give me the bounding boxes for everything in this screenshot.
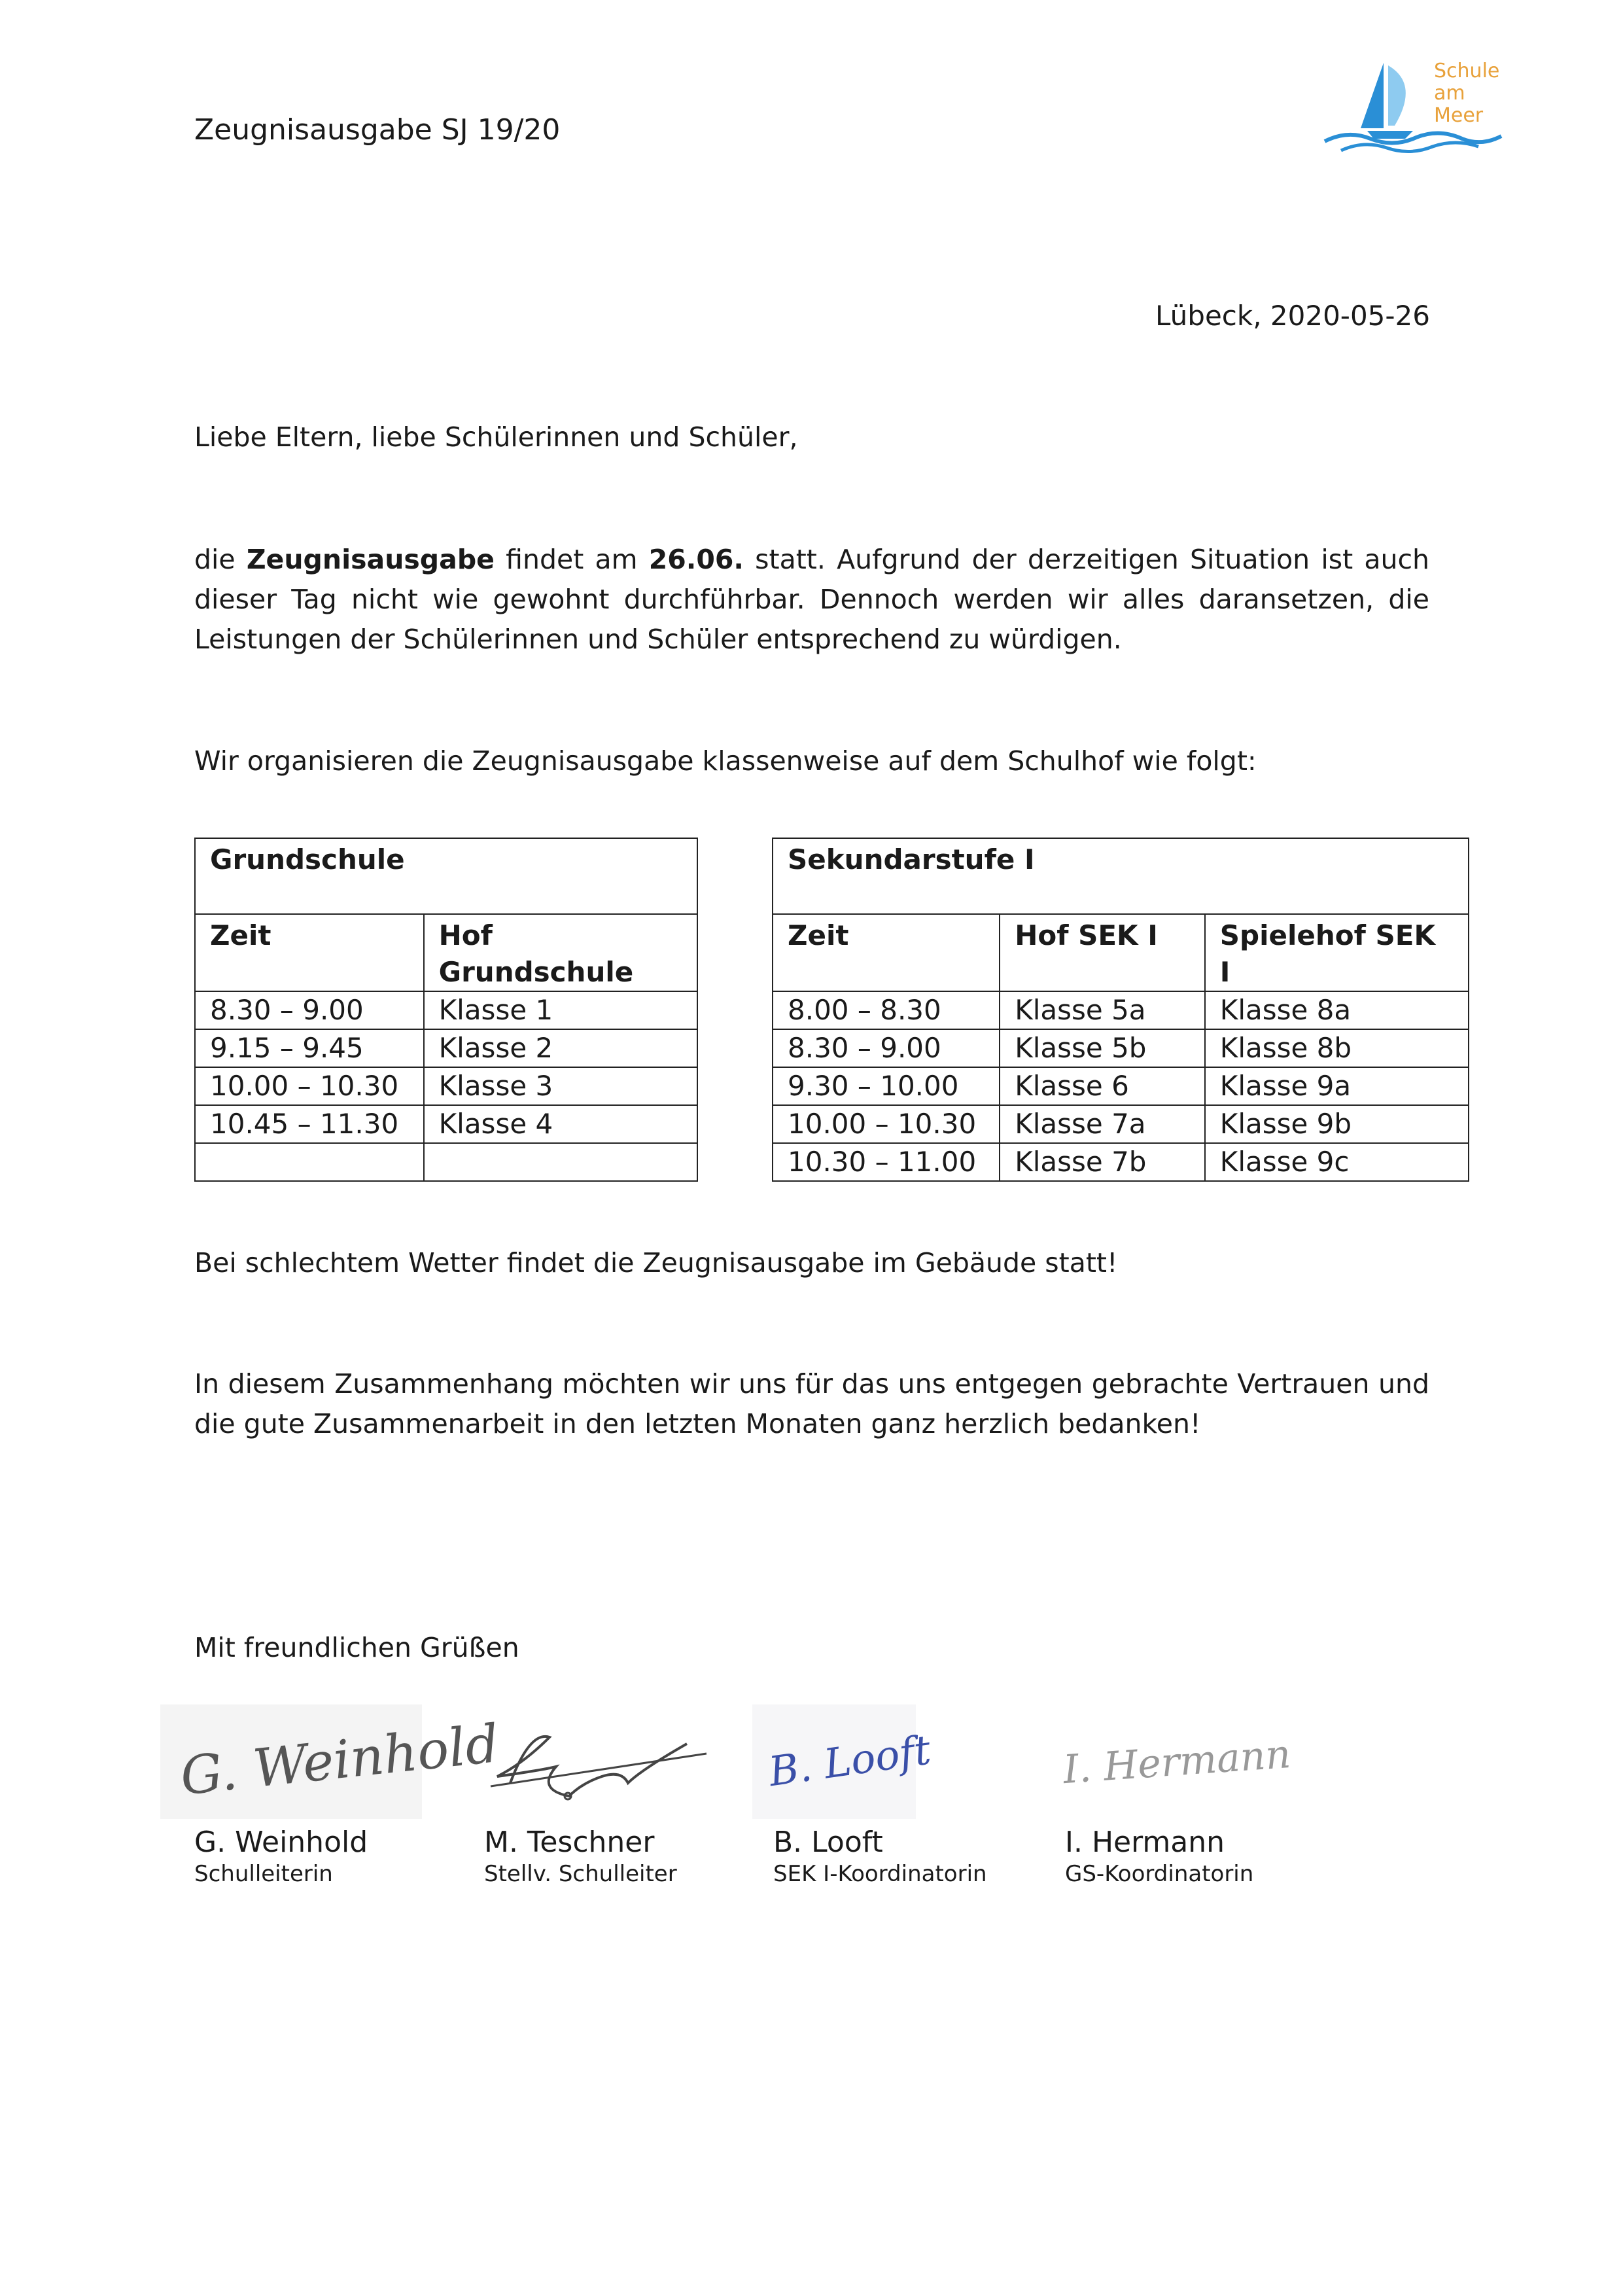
table-cell: 8.30 – 9.00 bbox=[773, 1029, 1000, 1067]
table-header: Hof Grundschule bbox=[424, 914, 697, 991]
table-cell: 10.30 – 11.00 bbox=[773, 1143, 1000, 1181]
table-cell: Klasse 8a bbox=[1205, 991, 1469, 1029]
greeting: Liebe Eltern, liebe Schülerinnen und Schüler, bbox=[194, 421, 798, 453]
table-cell: Klasse 7a bbox=[1000, 1105, 1205, 1143]
table-cell: Klasse 1 bbox=[424, 991, 697, 1029]
paragraph-weather: Bei schlechtem Wetter findet die Zeugnisausgabe im Gebäude statt! bbox=[194, 1247, 1118, 1279]
table-cell: 9.15 – 9.45 bbox=[195, 1029, 424, 1067]
table-header: Zeit bbox=[195, 914, 424, 991]
table-cell: 8.00 – 8.30 bbox=[773, 991, 1000, 1029]
table-row bbox=[195, 1067, 697, 1105]
paragraph-organisation: Wir organisieren die Zeugnisausgabe klassenweise auf dem Schulhof wie folgt: bbox=[194, 745, 1257, 777]
grundschule-title: Grundschule bbox=[195, 838, 697, 914]
handwritten-signature-icon bbox=[1040, 1704, 1293, 1819]
intro-text-3: statt. Aufgrund der derzeitigen Situation ist auch dieser Tag nicht wie gewohnt durchführbar. Dennoch werden wir alles daransetzen, die Leistungen der Schülerinnen und Schüler entsprechend zu würdigen. bbox=[194, 544, 1429, 655]
handwritten-signature-icon bbox=[752, 1704, 949, 1819]
signature-text-looft: B. Looft bbox=[765, 1725, 934, 1796]
intro-bold-1: Zeugnisausgabe bbox=[246, 544, 495, 575]
signature-block-looft bbox=[752, 1704, 987, 1887]
paragraph-thanks: In diesem Zusammenhang möchten wir uns für das uns entgegen gebrachte Vertrauen und die gute Zusammenarbeit in den letzten Monaten ganz herzlich bedanken! bbox=[194, 1368, 1429, 1439]
handwritten-signature-icon bbox=[471, 1704, 720, 1819]
table-cell: 10.00 – 10.30 bbox=[773, 1105, 1000, 1143]
sekundarstufe-table bbox=[772, 838, 1469, 1182]
table-cell: Klasse 9a bbox=[1205, 1067, 1469, 1105]
table-cell bbox=[424, 1143, 697, 1181]
table-row bbox=[195, 1029, 697, 1067]
signer-name: M. Teschner bbox=[484, 1826, 655, 1859]
signer-name: B. Looft bbox=[773, 1826, 883, 1859]
table-row bbox=[773, 1143, 1469, 1181]
signature-block-hermann bbox=[1040, 1704, 1293, 1887]
signature-text-weinhold: G. Weinhold bbox=[177, 1712, 502, 1807]
table-row bbox=[773, 1105, 1469, 1143]
table-row bbox=[195, 1105, 697, 1143]
signature-block-weinhold bbox=[160, 1704, 502, 1887]
table-cell: Klasse 5a bbox=[1000, 991, 1205, 1029]
closing: Mit freundlichen Grüßen bbox=[194, 1632, 519, 1663]
table-header: Zeit bbox=[773, 914, 1000, 991]
paragraph-intro bbox=[194, 540, 1429, 660]
signer-role: GS-Koordinatorin bbox=[1065, 1861, 1254, 1887]
intro-text-2: findet am bbox=[494, 544, 649, 575]
table-cell: 8.30 – 9.00 bbox=[195, 991, 424, 1029]
signature-text-hermann: I. Hermann bbox=[1061, 1731, 1293, 1793]
table-cell: 9.30 – 10.00 bbox=[773, 1067, 1000, 1105]
signer-name: G. Weinhold bbox=[194, 1826, 368, 1859]
table-cell: Klasse 2 bbox=[424, 1029, 697, 1067]
intro-bold-date: 26.06. bbox=[648, 544, 744, 575]
table-cell: 10.00 – 10.30 bbox=[195, 1067, 424, 1105]
signer-role: Schulleiterin bbox=[194, 1861, 333, 1887]
table-cell bbox=[195, 1143, 424, 1181]
grundschule-table bbox=[194, 838, 698, 1182]
school-logo bbox=[1321, 58, 1518, 156]
table-cell: Klasse 9c bbox=[1205, 1143, 1469, 1181]
table-row bbox=[773, 1029, 1469, 1067]
signature-block-teschner bbox=[471, 1704, 720, 1887]
table-cell: Klasse 6 bbox=[1000, 1067, 1205, 1105]
table-cell: Klasse 3 bbox=[424, 1067, 697, 1105]
table-row bbox=[195, 1143, 697, 1181]
table-cell: Klasse 8b bbox=[1205, 1029, 1469, 1067]
signer-name: I. Hermann bbox=[1065, 1826, 1225, 1859]
table-header: Spielehof SEK I bbox=[1205, 914, 1469, 991]
table-row bbox=[773, 991, 1469, 1029]
table-row bbox=[773, 1067, 1469, 1105]
document-title: Zeugnisausgabe SJ 19/20 bbox=[194, 113, 561, 147]
letter-date: Lübeck, 2020-05-26 bbox=[1155, 300, 1430, 332]
table-header: Hof SEK I bbox=[1000, 914, 1205, 991]
handwritten-signature-icon bbox=[160, 1704, 502, 1819]
sekundarstufe-title: Sekundarstufe I bbox=[773, 838, 1469, 914]
logo-text-line1: Schule bbox=[1434, 60, 1500, 82]
table-cell: Klasse 9b bbox=[1205, 1105, 1469, 1143]
signer-role: Stellv. Schulleiter bbox=[484, 1861, 677, 1887]
table-row bbox=[195, 991, 697, 1029]
intro-text-1: die bbox=[194, 544, 247, 575]
table-cell: Klasse 7b bbox=[1000, 1143, 1205, 1181]
table-cell: 10.45 – 11.30 bbox=[195, 1105, 424, 1143]
table-cell: Klasse 5b bbox=[1000, 1029, 1205, 1067]
table-cell: Klasse 4 bbox=[424, 1105, 697, 1143]
logo-text-line2: am Meer bbox=[1434, 82, 1484, 127]
signer-role: SEK I-Koordinatorin bbox=[773, 1861, 987, 1887]
